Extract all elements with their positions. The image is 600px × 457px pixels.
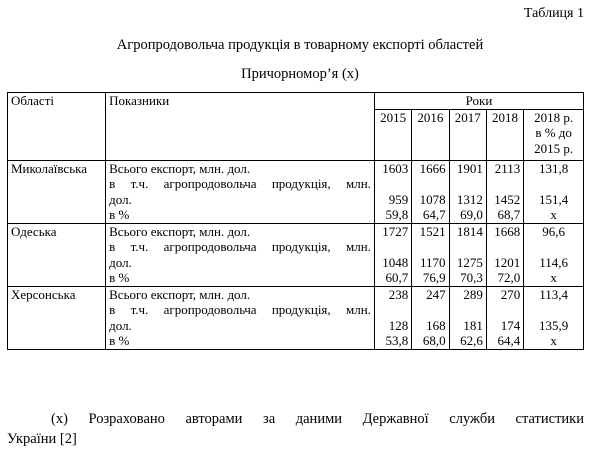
value-cell-2015: 238 128 53,8 xyxy=(374,286,411,349)
header-year-2015: 2015 xyxy=(374,109,411,160)
indicator-cell: Всього експорт, млн. дол. в т.ч. агропродовольча продукція, млн. дол. в % xyxy=(106,160,375,223)
table-row xyxy=(8,160,584,223)
table-row xyxy=(8,223,584,286)
region-name: Херсонська xyxy=(8,286,106,349)
value-cell-2018: 1668 1201 72,0 xyxy=(486,223,523,286)
value-cell-2017: 1901 1312 69,0 xyxy=(449,160,486,223)
header-indicators: Показники xyxy=(106,93,375,161)
value-cell-2016: 1521 1170 76,9 xyxy=(412,223,449,286)
table-title-line-2: Причорномор’я (х) xyxy=(241,66,359,82)
export-table xyxy=(7,92,584,350)
footnote-line-1: (х) Розраховано авторами за даними Державної служби статистики xyxy=(51,411,584,427)
indicator-cell: Всього експорт, млн. дол. в т.ч. агропродовольча продукція, млн. дол. в % xyxy=(106,223,375,286)
value-cell-2017: 289 181 62,6 xyxy=(449,286,486,349)
value-cell-2017: 1814 1275 70,3 xyxy=(449,223,486,286)
value-cell-2015: 1727 1048 60,7 xyxy=(374,223,411,286)
header-regions: Області xyxy=(8,93,106,161)
header-years: Роки xyxy=(374,93,583,110)
header-pct-2018-vs-2015: 2018 р. в % до 2015 р. xyxy=(524,109,584,160)
region-name: Миколаївська xyxy=(8,160,106,223)
table-row xyxy=(8,286,584,349)
header-year-2017: 2017 xyxy=(449,109,486,160)
footnote xyxy=(7,409,584,449)
value-cell-2016: 247 168 68,0 xyxy=(412,286,449,349)
header-year-2018: 2018 xyxy=(486,109,523,160)
table-number-label: Таблиця 1 xyxy=(523,6,584,21)
table-title-line-1: Агропродовольча продукція в товарному експорті областей xyxy=(116,37,484,53)
header-year-2016: 2016 xyxy=(412,109,449,160)
value-cell-pct: 131,8 151,4 х xyxy=(524,160,584,223)
value-cell-2018: 270 174 64,4 xyxy=(486,286,523,349)
value-cell-pct: 113,4 135,9 х xyxy=(524,286,584,349)
value-cell-pct: 96,6 114,6 х xyxy=(524,223,584,286)
footnote-line-2: України [2] xyxy=(7,431,77,447)
region-name: Одеська xyxy=(8,223,106,286)
indicator-cell: Всього експорт, млн. дол. в т.ч. агропродовольча продукція, млн. дол. в % xyxy=(106,286,375,349)
value-cell-2018: 2113 1452 68,7 xyxy=(486,160,523,223)
header-row-top xyxy=(8,93,584,110)
value-cell-2015: 1603 959 59,8 xyxy=(374,160,411,223)
value-cell-2016: 1666 1078 64,7 xyxy=(412,160,449,223)
